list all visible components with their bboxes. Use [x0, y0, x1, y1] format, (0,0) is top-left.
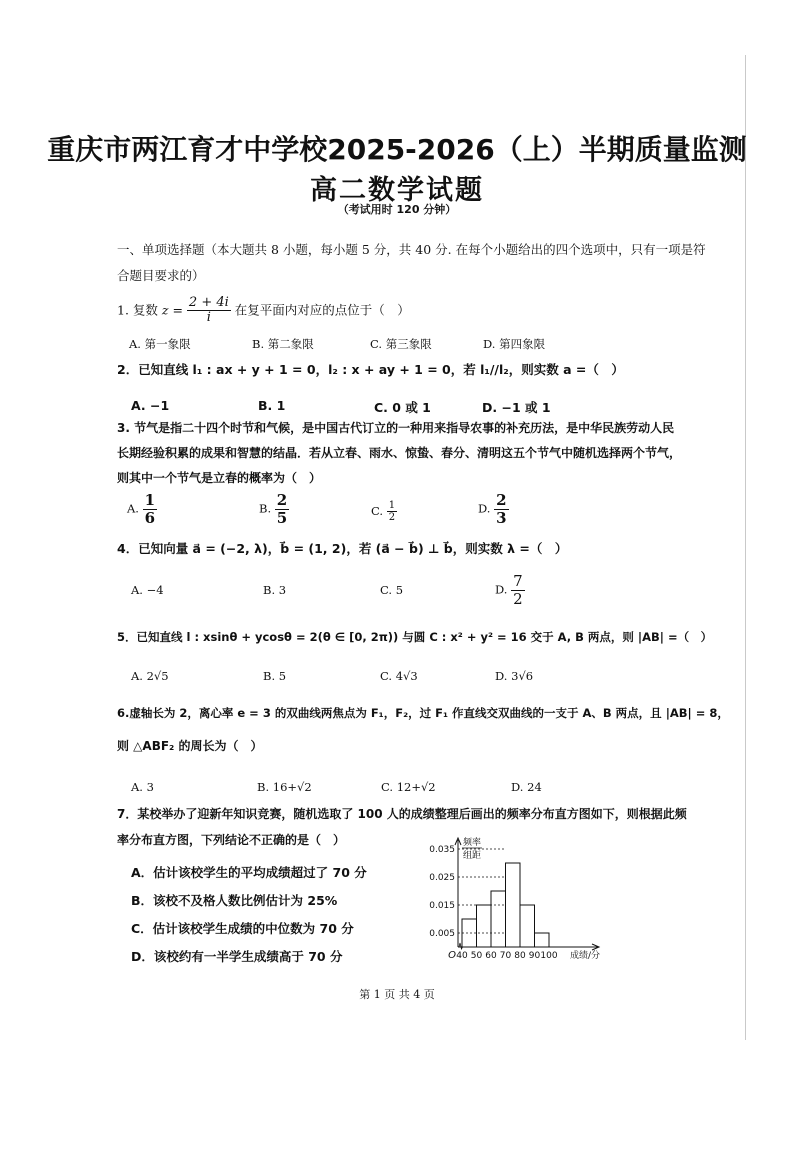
q3-b-fraction: [275, 492, 289, 526]
q4-option-a: A. −4: [131, 583, 164, 597]
x-tick-label: 70: [499, 951, 512, 961]
q3-d-fraction: [494, 492, 508, 526]
origin-label: O: [448, 950, 456, 961]
q2-option-c: C. 0 或 1: [374, 400, 431, 415]
q1-denominator: i: [206, 310, 211, 326]
q5-option-a: A. 2√5: [131, 669, 169, 683]
q3-b-den: 5: [276, 508, 288, 527]
x-axis-label: 成绩/分: [570, 951, 601, 961]
x-tick-label: 50: [470, 951, 483, 961]
y-tick-label: 0.015: [429, 901, 455, 911]
x-tick-label: 80: [514, 951, 526, 961]
exam-title: 重庆市两江育才中学校2025-2026（上）半期质量监测: [47, 133, 747, 166]
histogram-bar: [520, 905, 535, 947]
q7-option-a: A．估计该校学生的平均成绩超过了 70 分: [131, 865, 367, 880]
question-2-stem: 2．已知直线 l₁ : ax + y + 1 = 0，l₂ : x + ay + 1 = 0，若 l₁//l₂，则实数 a =（ ）: [117, 362, 624, 377]
q3-d-num: 2: [496, 491, 507, 509]
q3-option-c: [371, 500, 397, 523]
exam-duration: （考试用时 120 分钟）: [337, 203, 457, 216]
histogram-bar: [535, 933, 550, 947]
q3-c-num: 1: [388, 500, 396, 511]
q1-suffix: 在复平面内对应的点位于（ ）: [234, 302, 410, 318]
q3-option-a: [127, 492, 157, 526]
q3-d-label: D.: [478, 501, 491, 516]
x-tick-label: 60: [485, 951, 497, 961]
q3-b-label: B.: [259, 501, 272, 516]
page-footer: 第 1 页 共 4 页: [359, 988, 435, 1001]
q3-a-den: 6: [144, 508, 156, 527]
q3-c-label: C.: [371, 503, 384, 518]
q6-option-d: D. 24: [511, 780, 542, 794]
q4-d-fraction: [511, 573, 525, 607]
q1-fraction: [187, 296, 231, 326]
q1-option-d: D. 第四象限: [483, 337, 546, 351]
y-axis-label-denominator: 组距: [463, 851, 482, 861]
question-3-line1: 3. 节气是指二十四个时节和气候，是中国古代订立的一种用来指导农事的补充历法，是中华民族劳动人民: [117, 421, 675, 435]
histogram-bar: [491, 891, 506, 947]
histogram-bar: [477, 905, 492, 947]
q1-option-a: A. 第一象限: [129, 337, 191, 351]
question-6-line1: 6.虚轴长为 2，离心率 e = 3 的双曲线两焦点为 F₁，F₂，过 F₁ 作直线交双曲线的一支于 A、B 两点，且 |AB| = 8，: [117, 706, 729, 720]
q4-d-label: D.: [495, 582, 508, 597]
question-4-stem: 4．已知向量 a⃗ = (−2, λ)，b⃗ = (1, 2)，若 (a⃗ − b⃗) ⊥ b⃗，则实数 λ =（ ）: [117, 541, 568, 556]
q3-b-num: 2: [276, 491, 288, 509]
q4-option-b: B. 3: [263, 583, 287, 597]
section1-instructions-line2: 合题目要求的）: [117, 268, 205, 283]
q1-z: z =: [161, 302, 183, 318]
q6-option-b: B. 16+√2: [257, 780, 312, 794]
histogram-bar: [506, 863, 521, 947]
q4-option-c: C. 5: [380, 583, 404, 597]
question-5-stem: 5．已知直线 l : xsinθ + ycosθ = 2(θ ∈ [0, 2π)) 与圆 C : x² + y² = 16 交于 A, B 两点，则 |AB| =（ ）: [117, 630, 713, 644]
q7-option-c: C．估计该校学生成绩的中位数为 70 分: [131, 921, 354, 936]
q3-a-label: A.: [127, 501, 139, 516]
q2-option-d: D. −1 或 1: [482, 400, 551, 415]
exam-subtitle: 高二数学试题: [310, 175, 484, 206]
frequency-histogram: [420, 832, 620, 972]
y-tick-label: 0.005: [429, 929, 455, 939]
q1-option-b: B. 第二象限: [252, 337, 314, 351]
q5-option-b: B. 5: [263, 669, 287, 683]
q5-option-d: D. 3√6: [495, 669, 534, 683]
q1-option-c: C. 第三象限: [370, 337, 432, 351]
question-7-line1: 7．某校举办了迎新年知识竞赛，随机选取了 100 人的成绩整理后画出的频率分布直方图如下，则根据此频: [117, 807, 687, 821]
question-6-line2: 则 △ABF₂ 的周长为（ ）: [117, 739, 263, 753]
q7-option-d: D．该校约有一半学生成绩高于 70 分: [131, 949, 343, 964]
question-3-line3: 则其中一个节气是立春的概率为（ ）: [117, 471, 322, 485]
q3-c-fraction: [387, 500, 397, 523]
q4-d-num: 7: [513, 572, 523, 590]
question-3-line2: 长期经验积累的成果和智慧的结晶．若从立春、雨水、惊蛰、春分、清明这五个节气中随机选择两个节气，: [117, 446, 682, 460]
y-tick-label: 0.035: [429, 845, 455, 855]
q7-option-b: B．该校不及格人数比例估计为 25%: [131, 893, 338, 908]
question-1-stem: [117, 296, 410, 326]
q3-option-b: [259, 492, 289, 526]
y-axis-label-numerator: 频率: [463, 838, 482, 848]
q6-option-a: A. 3: [131, 780, 154, 794]
q1-numerator: 2 + 4i: [188, 295, 229, 310]
q3-a-fraction: [143, 492, 157, 526]
q3-c-den: 2: [388, 512, 396, 523]
q3-a-num: 1: [144, 491, 156, 509]
q3-option-d: [478, 492, 509, 526]
y-tick-label: 0.025: [429, 873, 455, 883]
q5-option-c: C. 4√3: [380, 669, 418, 683]
q2-option-b: B. 1: [258, 398, 286, 413]
x-tick-label: 40: [456, 951, 468, 961]
x-tick-label: 100: [540, 951, 558, 961]
q6-option-c: C. 12+√2: [381, 780, 436, 794]
section1-instructions-line1: 一、单项选择题（本大题共 8 小题，每小题 5 分，共 40 分. 在每个小题给出的四个选项中，只有一项是符: [117, 242, 706, 257]
x-tick-label: 90: [528, 951, 541, 961]
question-7-line2: 率分布直方图，下列结论不正确的是（ ）: [117, 833, 346, 847]
q3-d-den: 3: [496, 508, 507, 527]
q4-d-den: 2: [513, 589, 523, 608]
q4-option-d: [495, 573, 525, 607]
q1-prefix: 1. 复数: [117, 302, 158, 318]
q2-option-a: A. −1: [131, 398, 170, 413]
